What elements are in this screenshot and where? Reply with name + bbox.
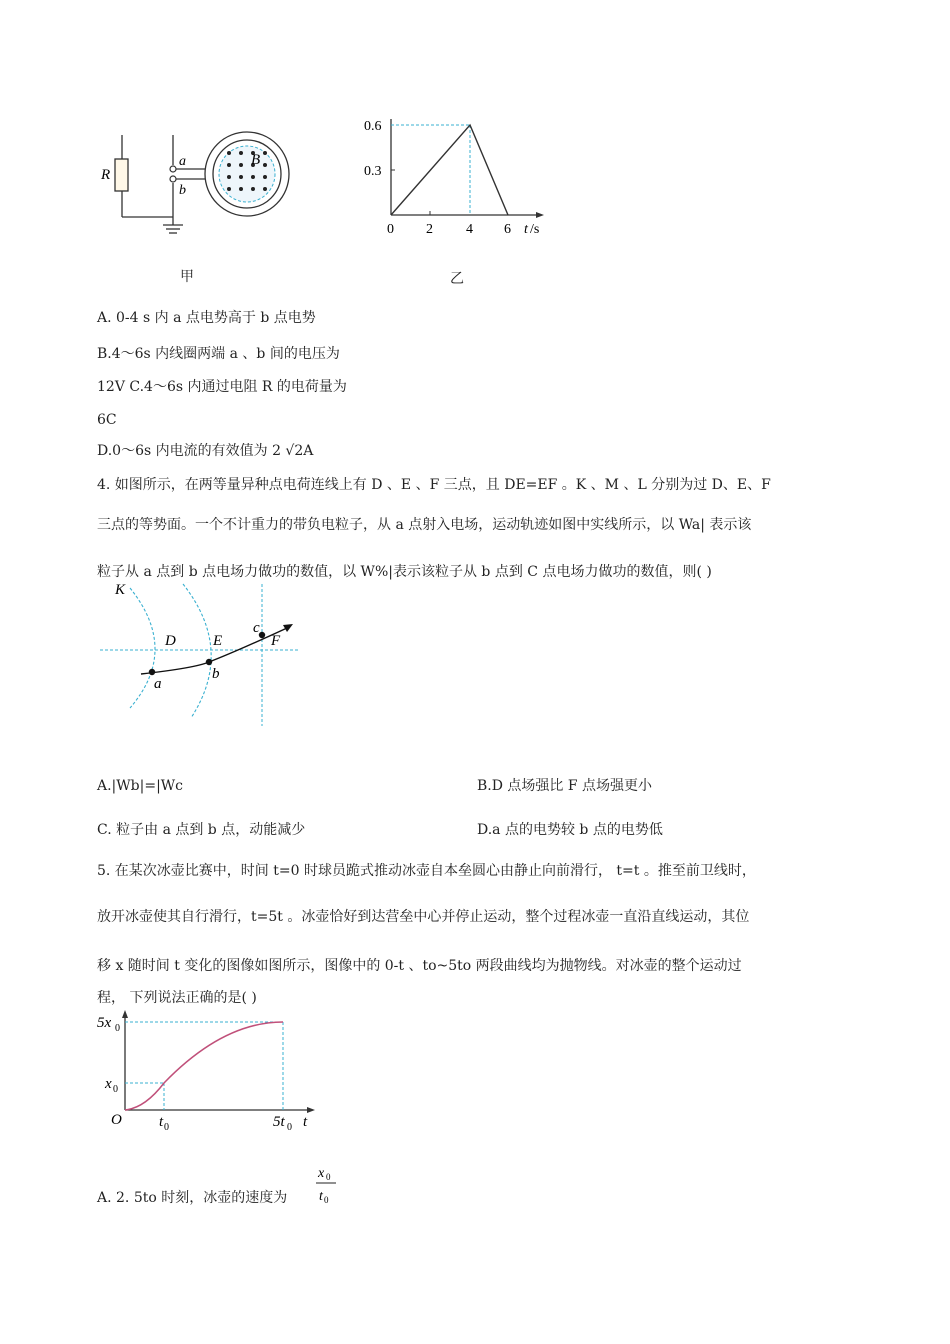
q4-stem-line3: 粒子从 a 点到 b 点电场力做功的数值，以 W%|表示该粒子从 b 点到 C 点电场力做功的数值，则( ) [97,564,712,580]
figure-yi-graph [360,115,550,240]
y-label-5x0: 5x [97,1015,112,1031]
q4-option-c: C. 粒子由 a 点到 b 点，动能减少 [97,822,306,838]
label-B: B [251,152,261,168]
q4-stem-line2: 三点的等势面。一个不计重力的带负电粒子，从 a 点射入电场，运动轨迹如图中实线所示，以 Wa| 表示该 [97,517,752,533]
label-D: D [165,633,176,649]
x-tick-6: 6 [504,222,511,237]
x-tick-4: 4 [466,222,473,237]
frac-numerator: x [318,1166,325,1181]
caption-jia: 甲 [180,269,194,285]
q4-option-a: A.|Wb|=|Wc [97,778,184,794]
q3-option-b-c: 12V C.4～6s 内通过电阻 R 的电荷量为 [97,379,347,395]
label-b: b [212,666,220,682]
q5-stem-line1: 5. 在某次冰壶比赛中，时间 t=0 时球员跪式推动冰壶自本垒圆心由静止向前滑行， t=t 。推至前卫线时， [97,863,756,879]
x-tick-2: 2 [426,222,433,237]
q5-option-a: A. 2. 5to 时刻，冰壶的速度为 [97,1190,288,1206]
x-label-t0-sub: 0 [164,1122,169,1133]
label-a: a [154,676,162,692]
y-label-5x0-sub: 0 [115,1023,120,1034]
frac-numerator-sub: 0 [326,1172,331,1182]
q4-option-d: D.a 点的电势较 b 点的电势低 [477,822,663,838]
label-c: c [253,620,260,636]
y-tick-03: 0.3 [364,164,382,179]
x-tick-0: 0 [387,222,394,237]
x-label-t0: t [159,1114,164,1130]
q4-option-b: B.D 点场强比 F 点场强更小 [477,778,653,794]
caption-yi: 乙 [450,271,464,287]
x-axis-t: t [303,1114,308,1130]
y-label-x0-sub: 0 [113,1084,118,1095]
origin-O: O [111,1112,122,1128]
label-E: E [213,633,223,649]
frac-denominator-sub: 0 [324,1195,329,1205]
q5-stem-line4: 程， 下列说法正确的是( ) [97,990,257,1006]
figure-jia-circuit [95,125,315,255]
q5-option-a-fraction [312,1161,342,1207]
q3-option-a: A. 0-4 s 内 a 点电势高于 b 点电势 [97,310,316,326]
q3-option-d: D.0～6s 内电流的有效值为 2 √2A [97,443,314,459]
label-a: a [179,154,186,169]
x-label-5t0-sub: 0 [287,1122,292,1133]
x-label-5t0: 5t [273,1114,285,1130]
q5-stem-line3: 移 x 随时间 t 变化的图像如图所示，图像中的 0-t 、to~5to 两段曲线均为抛物线。对冰壶的整个运动过 [97,958,742,974]
y-tick-06: 0.6 [364,119,382,134]
label-R: R [101,167,111,183]
x-axis-var: t [524,222,528,237]
frac-denominator: t [319,1189,323,1204]
q5-stem-line2: 放开冰壶使其自行滑行，t=5t 。冰壶恰好到达营垒中心并停止运动，整个过程冰壶一直沿直线运动，其位 [97,909,750,925]
q3-option-b: B.4～6s 内线圈两端 a 、b 间的电压为 [97,346,340,362]
q5-figure-xt-graph [95,1008,325,1133]
q3-option-c-value: 6C [97,412,117,428]
q4-figure-field [95,578,305,728]
label-F: F [271,633,281,649]
label-b: b [179,183,186,198]
q4-stem-line1: 4. 如图所示，在两等量异种点电荷连线上有 D 、E 、F 三点，且 DE=EF 。K 、M 、L 分别为过 D、E、F [97,477,771,493]
y-label-x0: x [105,1076,112,1092]
label-K: K [115,582,126,598]
x-axis-unit: /s [530,222,540,237]
